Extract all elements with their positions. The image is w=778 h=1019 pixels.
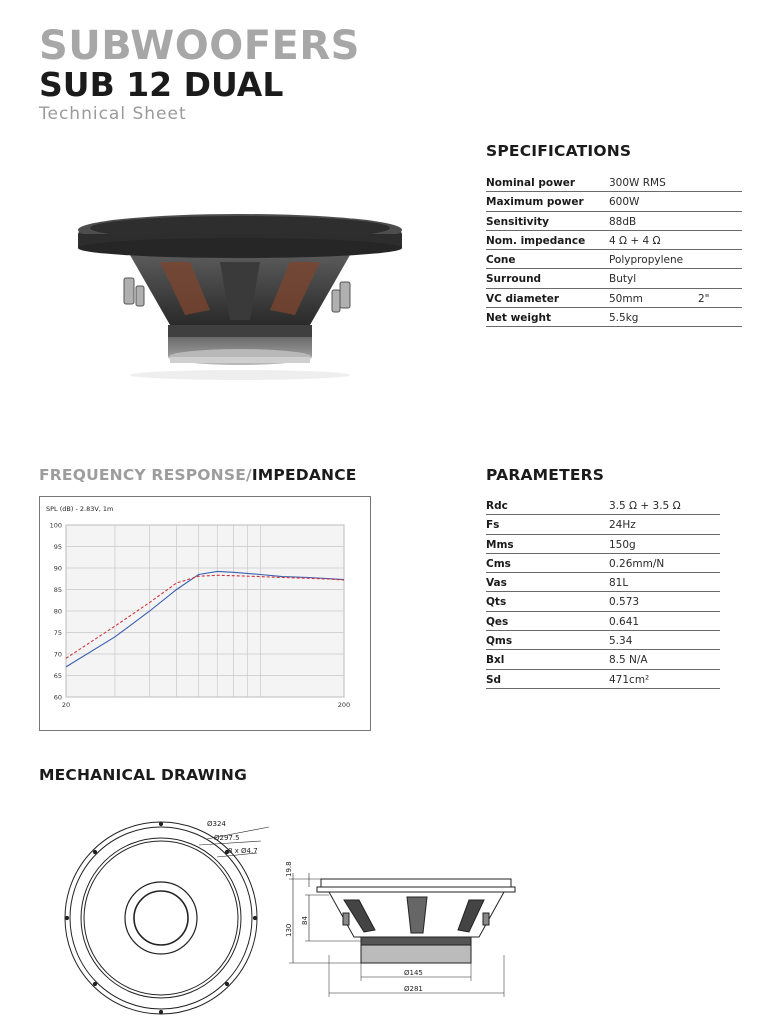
dim-d297: Ø297.5 bbox=[214, 834, 240, 842]
spec-row bbox=[486, 212, 742, 231]
param-row bbox=[486, 515, 720, 534]
spec-extra: 2" bbox=[698, 292, 710, 305]
param-row bbox=[486, 535, 720, 554]
param-label: Fs bbox=[486, 519, 500, 532]
param-value: 24Hz bbox=[609, 519, 636, 532]
spec-label: Cone bbox=[486, 254, 516, 267]
param-value: 5.34 bbox=[609, 635, 633, 648]
param-label: Cms bbox=[486, 557, 511, 570]
dim-h198: 19.8 bbox=[285, 861, 293, 877]
frequency-heading-grey: FREQUENCY RESPONSE/ bbox=[39, 466, 252, 484]
spec-row bbox=[486, 308, 742, 327]
chart-title: SPL (dB) - 2.83V, 1m bbox=[46, 505, 114, 513]
y-tick-label: 65 bbox=[53, 672, 62, 680]
mechanical-drawing-heading: MECHANICAL DRAWING bbox=[39, 766, 247, 784]
spec-row bbox=[486, 231, 742, 250]
dim-holes: 8 x Ø4.7 bbox=[228, 847, 258, 855]
y-tick-label: 60 bbox=[53, 693, 62, 702]
y-tick-label: 100 bbox=[49, 521, 62, 530]
param-label: Vas bbox=[486, 577, 507, 590]
spec-label: Nominal power bbox=[486, 177, 576, 189]
spec-value: Polypropylene bbox=[609, 254, 684, 267]
parameters-table bbox=[486, 496, 720, 689]
sheet-label: Technical Sheet bbox=[39, 104, 187, 124]
spec-row bbox=[486, 173, 742, 192]
param-label: Sd bbox=[486, 673, 502, 686]
param-value: 471cm² bbox=[609, 673, 650, 686]
spec-label: Surround bbox=[486, 273, 542, 286]
frequency-heading-dark: IMPEDANCE bbox=[251, 466, 357, 484]
spec-label: VC diameter bbox=[486, 292, 560, 305]
param-label: Qes bbox=[486, 615, 509, 628]
side-view bbox=[289, 873, 515, 997]
spec-value: 5.5kg bbox=[609, 312, 639, 325]
spec-value: Butyl bbox=[609, 273, 637, 286]
dim-d281: Ø281 bbox=[404, 985, 423, 993]
param-value: 81L bbox=[609, 577, 629, 590]
y-tick-label: 90 bbox=[53, 564, 62, 573]
spec-row bbox=[486, 250, 742, 269]
param-row bbox=[486, 573, 720, 592]
y-tick-label: 80 bbox=[53, 607, 62, 616]
product-title: SUB 12 DUAL bbox=[39, 65, 284, 104]
param-label: Rdc bbox=[486, 500, 508, 512]
dim-d145: Ø145 bbox=[404, 969, 423, 977]
param-label: Qts bbox=[486, 596, 507, 609]
subwoofer-photo bbox=[70, 190, 410, 380]
spec-value: 50mm bbox=[609, 292, 643, 305]
param-value: 150g bbox=[609, 538, 636, 551]
param-value: 0.573 bbox=[609, 596, 640, 609]
param-row bbox=[486, 670, 720, 689]
frequency-response-heading bbox=[39, 466, 357, 484]
spec-row bbox=[486, 269, 742, 288]
param-row bbox=[486, 612, 720, 631]
mechanical-drawing bbox=[39, 805, 539, 1015]
param-row bbox=[486, 554, 720, 573]
chart-svg bbox=[40, 497, 370, 730]
param-row bbox=[486, 631, 720, 650]
param-row bbox=[486, 592, 720, 611]
spec-value: 300W RMS bbox=[609, 177, 666, 189]
specifications-table bbox=[486, 173, 742, 327]
x-tick-label: 200 bbox=[337, 701, 351, 709]
spec-value: 600W bbox=[609, 196, 640, 209]
spec-row bbox=[486, 289, 742, 308]
y-tick-label: 75 bbox=[53, 629, 62, 637]
parameters-heading: PARAMETERS bbox=[486, 466, 605, 484]
y-tick-label: 95 bbox=[53, 543, 62, 551]
param-row bbox=[486, 650, 720, 669]
spec-row bbox=[486, 192, 742, 211]
x-tick-label: 20 bbox=[61, 701, 71, 709]
param-value: 3.5 Ω + 3.5 Ω bbox=[609, 500, 681, 512]
spec-label: Net weight bbox=[486, 312, 552, 325]
dim-h130: 130 bbox=[285, 923, 293, 937]
dim-d324: Ø324 bbox=[207, 820, 226, 828]
param-value: 0.26mm/N bbox=[609, 557, 665, 570]
category-title: SUBWOOFERS bbox=[39, 23, 360, 69]
frequency-response-chart bbox=[39, 496, 371, 731]
spec-label: Sensitivity bbox=[486, 215, 549, 228]
spec-label: Nom. impedance bbox=[486, 234, 586, 247]
param-label: Mms bbox=[486, 538, 514, 551]
y-tick-label: 85 bbox=[53, 586, 62, 594]
spec-label: Maximum power bbox=[486, 196, 584, 209]
specifications-heading: SPECIFICATIONS bbox=[486, 142, 632, 160]
param-row bbox=[486, 496, 720, 515]
param-value: 0.641 bbox=[609, 615, 640, 628]
param-value: 8.5 N/A bbox=[609, 654, 648, 667]
param-label: Qms bbox=[486, 635, 513, 648]
param-label: Bxl bbox=[486, 654, 505, 667]
spec-value: 88dB bbox=[609, 215, 637, 228]
dim-h84: 84 bbox=[301, 916, 309, 925]
y-tick-label: 70 bbox=[53, 650, 62, 659]
spec-value: 4 Ω + 4 Ω bbox=[609, 234, 661, 247]
